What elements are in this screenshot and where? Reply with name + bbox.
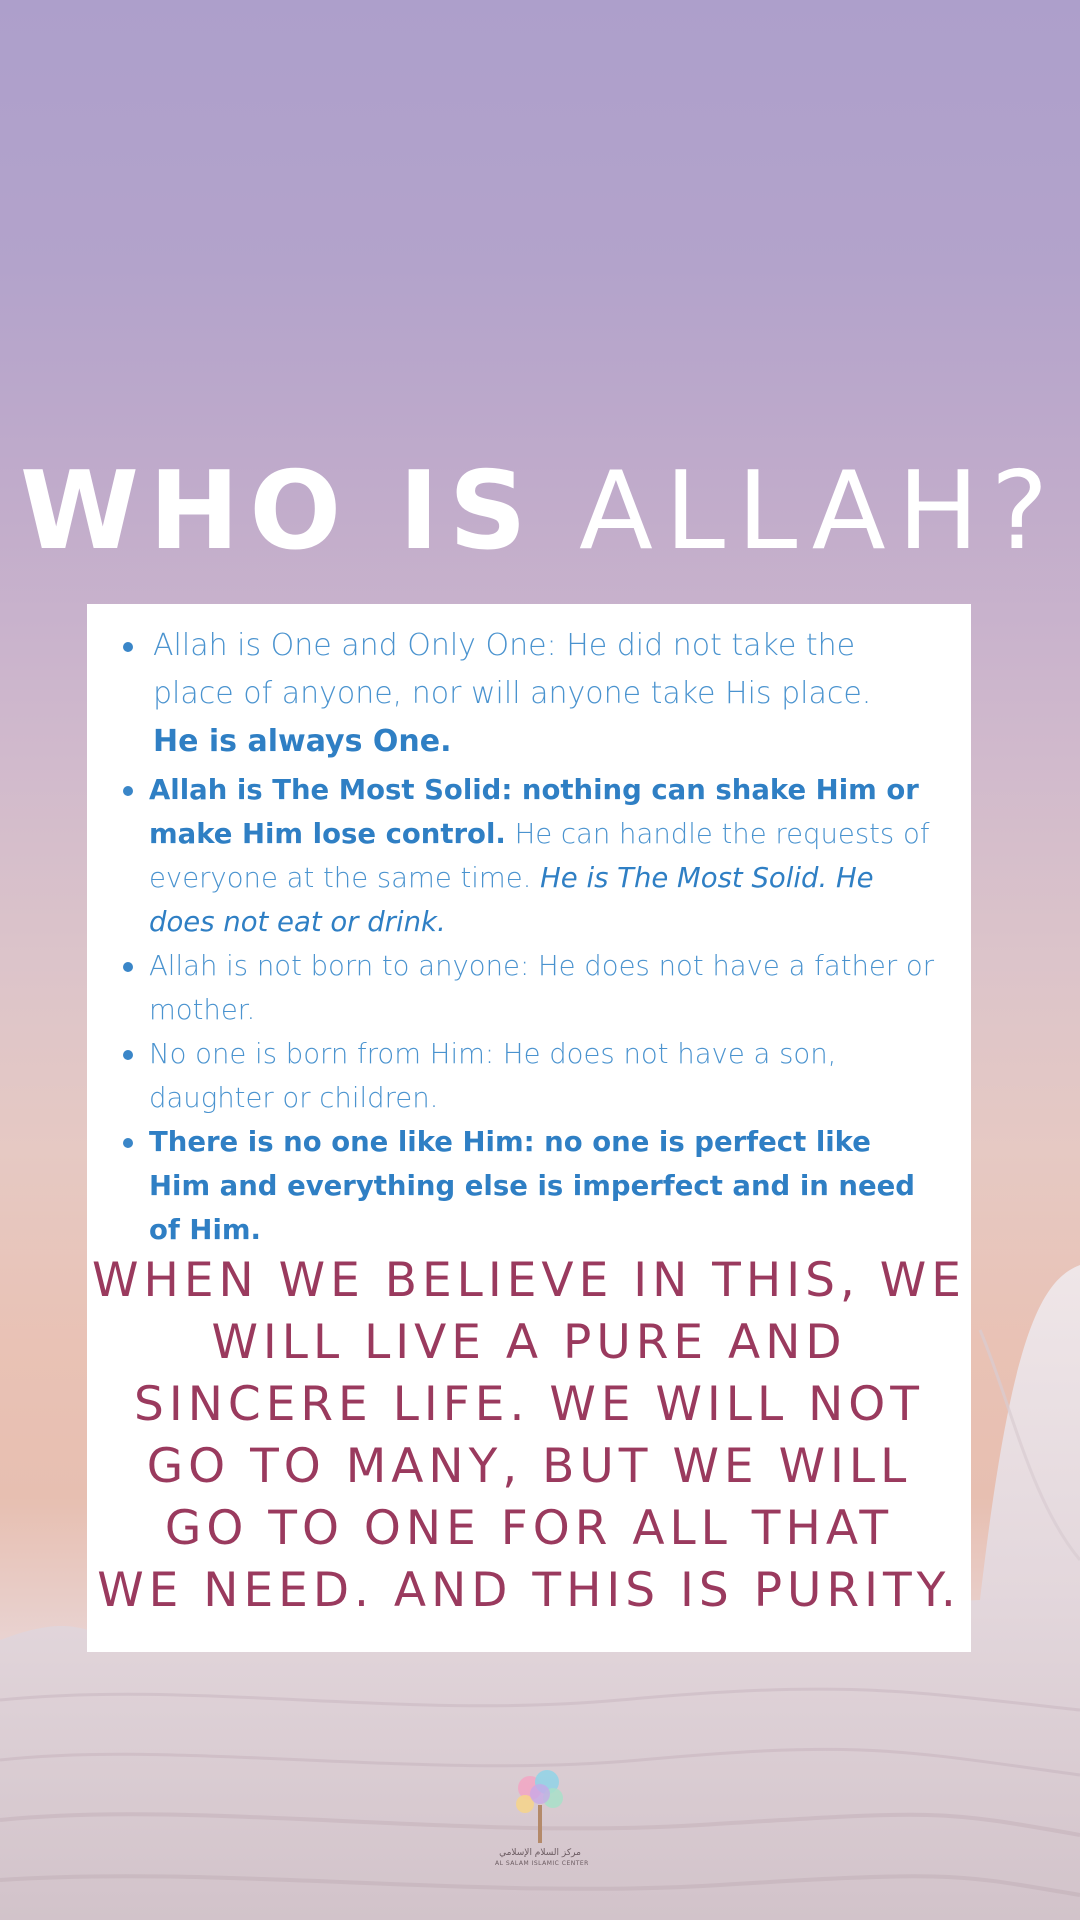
point-three-text: Allah is not born to anyone: He does not have a father or mother.	[149, 950, 934, 1026]
bullet-point-one	[87, 622, 941, 766]
bullet-point-four	[87, 1032, 941, 1120]
point-five-text: There is no one like Him: no one is perfect like Him and everything else is imperfect and in need of Him.	[149, 1126, 915, 1246]
point-two-lead: Allah is The Most Solid: nothing can shake Him or make Him lose control.	[149, 774, 919, 850]
point-one-emphasis: He is always One.	[153, 724, 452, 759]
quote-line: WILL LIVE A PURE AND	[211, 1315, 847, 1370]
point-four-text: No one is born from Him: He does not have a son, daughter or children.	[149, 1038, 837, 1114]
bullet-point-three	[87, 944, 941, 1032]
logo-arabic-text: مركز السلام الإسلامي	[499, 1848, 581, 1858]
point-two-text: He can handle the requests of everyone at the same time.	[149, 818, 930, 894]
bullet-point-five	[87, 1120, 941, 1252]
quote-line: WE NEED. AND THIS IS PURITY.	[97, 1563, 961, 1618]
quote-line: GO TO ONE FOR ALL THAT	[164, 1501, 894, 1556]
center-logo	[495, 1760, 589, 1870]
logo-caption: AL SALAM ISLAMIC CENTER	[495, 1860, 589, 1867]
point-one-text: Allah is One and Only One: He did not take the place of anyone, nor will anyone take His place.	[153, 628, 872, 711]
tree-logo-icon	[495, 1760, 585, 1850]
quote-line: GO TO MANY, BUT WE WILL	[146, 1439, 912, 1494]
page-title	[0, 449, 1080, 574]
quote-line: WHEN WE BELIEVE IN THIS, WE	[92, 1253, 966, 1308]
title-bold-part: WHO IS	[19, 449, 537, 574]
title-thin-part: ALLAH?	[579, 449, 1061, 574]
content-card	[87, 604, 971, 1652]
bullet-point-two	[87, 768, 941, 944]
purity-quote	[87, 1250, 971, 1622]
bullet-list	[87, 604, 971, 1252]
point-two-emphasis: He is The Most Solid. He does not eat or drink.	[149, 862, 874, 938]
quote-line: SINCERE LIFE. WE WILL NOT	[134, 1377, 924, 1432]
